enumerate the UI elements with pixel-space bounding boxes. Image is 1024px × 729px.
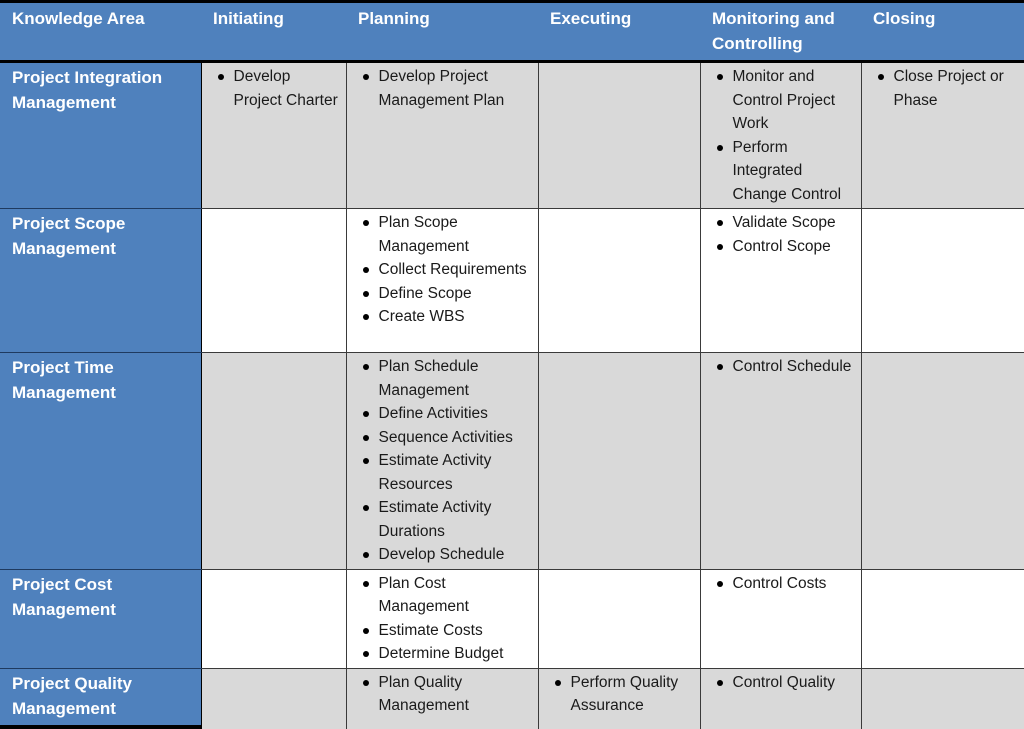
list-item: Create WBS [361,305,532,329]
cell-monitoring [700,668,861,729]
cell-initiating [201,62,346,209]
table-row-time [0,353,1024,570]
list-item: Define Activities [361,402,532,426]
cell-closing [861,668,1024,729]
cell-monitoring [700,353,861,570]
list-item: Validate Scope [715,211,855,235]
header-planning: Planning [346,3,538,62]
cell-initiating [201,209,346,353]
list-item: Estimate Costs [361,619,532,643]
cell-initiating [201,668,346,729]
cell-planning [346,353,538,570]
table-row-quality [0,668,1024,729]
cell-monitoring [700,62,861,209]
list-item: Plan Quality Management [361,671,532,718]
list-item: Develop Project Charter [216,65,340,112]
list-item: Plan Schedule Management [361,355,532,402]
cell-monitoring [700,209,861,353]
list-item: Control Schedule [715,355,855,379]
cell-initiating [201,353,346,570]
header-executing: Executing [538,3,700,62]
cell-executing [538,569,700,668]
list-item: Plan Scope Management [361,211,532,258]
list-item: Perform Integrated Change Control [715,136,855,207]
table-row-integration [0,62,1024,209]
knowledge-area-process-table [0,3,1024,729]
row-label: Project Cost Management [0,569,201,668]
list-item: Estimate Activity Durations [361,496,532,543]
row-label: Project Scope Management [0,209,201,353]
list-item: Close Project or Phase [876,65,1019,112]
cell-initiating [201,569,346,668]
cell-executing [538,668,700,729]
header-row [0,3,1024,62]
cell-planning [346,209,538,353]
list-item: Collect Requirements [361,258,532,282]
header-closing: Closing [861,3,1024,62]
list-item: Perform Quality Assurance [553,671,694,718]
list-item: Develop Schedule [361,543,532,567]
list-item: Determine Budget [361,642,532,666]
cell-planning [346,62,538,209]
header-initiating: Initiating [201,3,346,62]
list-item: Estimate Activity Resources [361,449,532,496]
row-label: Project Quality Management [0,668,201,729]
row-label: Project Time Management [0,353,201,570]
list-item: Define Scope [361,282,532,306]
bottom-border [0,725,201,729]
cell-executing [538,62,700,209]
table-row-scope [0,209,1024,353]
cell-monitoring [700,569,861,668]
header-knowledge-area: Knowledge Area [0,3,201,62]
cell-closing [861,209,1024,353]
table-row-cost [0,569,1024,668]
list-item: Control Scope [715,235,855,259]
list-item: Control Quality [715,671,855,695]
list-item: Plan Cost Management [361,572,532,619]
header-monitoring-controlling: Monitoring and Controlling [700,3,861,62]
list-item: Monitor and Control Project Work [715,65,855,136]
cell-closing [861,569,1024,668]
cell-executing [538,353,700,570]
list-item: Develop Project Management Plan [361,65,532,112]
cell-planning [346,668,538,729]
cell-closing [861,62,1024,209]
list-item: Sequence Activities [361,426,532,450]
cell-planning [346,569,538,668]
list-item: Control Costs [715,572,855,596]
cell-closing [861,353,1024,570]
cell-executing [538,209,700,353]
row-label: Project Integration Management [0,62,201,209]
